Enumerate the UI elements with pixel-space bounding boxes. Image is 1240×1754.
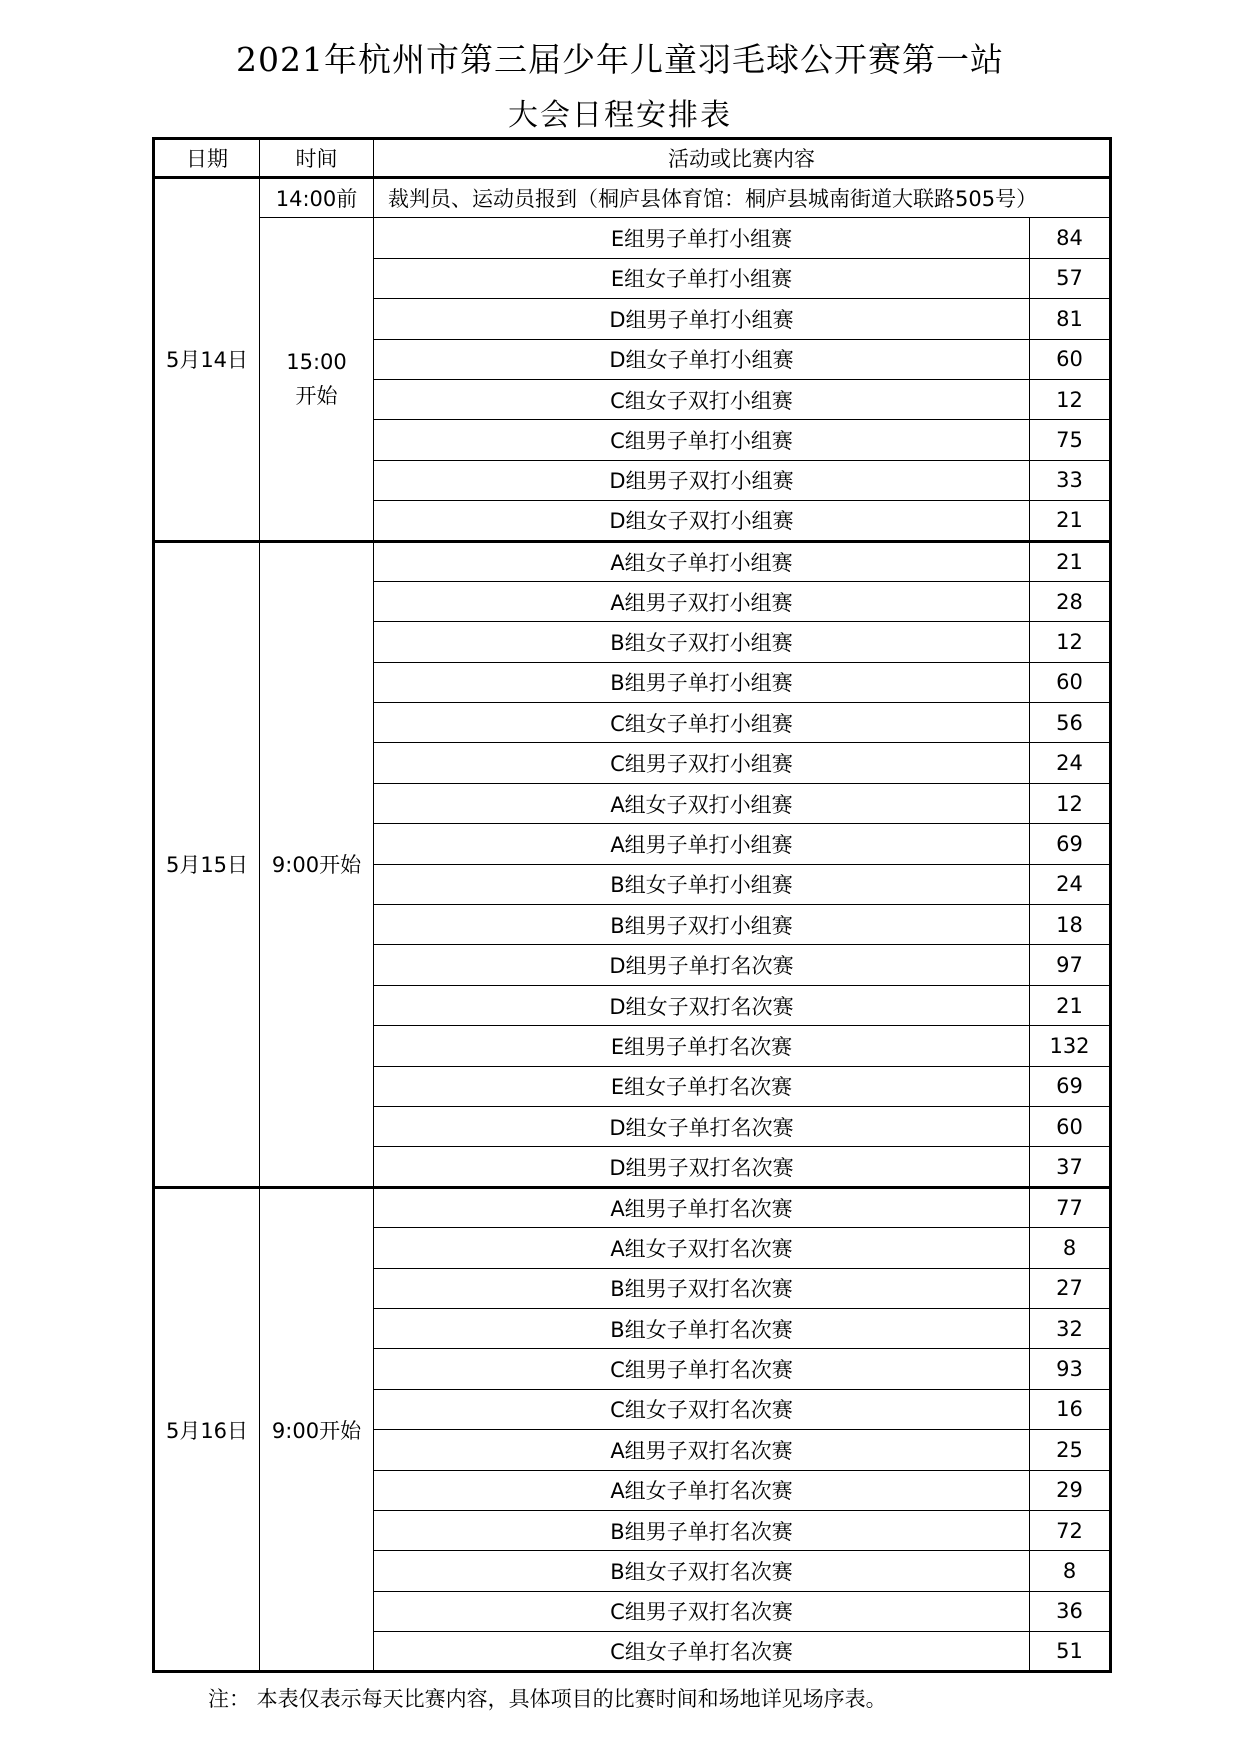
time-cell: 9:00开始 xyxy=(260,1187,374,1672)
event-count-cell: 132 xyxy=(1030,1026,1111,1066)
header-row xyxy=(154,139,1111,178)
event-count-cell: 69 xyxy=(1030,1066,1111,1106)
event-name-cell: D组女子双打小组赛 xyxy=(374,501,1030,541)
event-name-cell: B组女子单打小组赛 xyxy=(374,864,1030,904)
event-name-cell: B组男子单打名次赛 xyxy=(374,1510,1030,1550)
event-name-cell: E组男子单打小组赛 xyxy=(374,218,1030,258)
checkin-time-cell: 14:00前 xyxy=(260,178,374,218)
event-name-cell: D组女子单打小组赛 xyxy=(374,339,1030,379)
event-name-cell: B组男子双打名次赛 xyxy=(374,1268,1030,1308)
event-count-cell: 12 xyxy=(1030,622,1111,662)
event-name-cell: E组女子单打名次赛 xyxy=(374,1066,1030,1106)
event-count-cell: 51 xyxy=(1030,1632,1111,1672)
event-name-cell: D组女子单打名次赛 xyxy=(374,1106,1030,1146)
event-count-cell: 24 xyxy=(1030,864,1111,904)
event-count-cell: 81 xyxy=(1030,299,1111,339)
schedule-table xyxy=(152,137,1112,1673)
event-name-cell: D组男子双打名次赛 xyxy=(374,1147,1030,1187)
event-count-cell: 21 xyxy=(1030,985,1111,1025)
event-count-cell: 24 xyxy=(1030,743,1111,783)
event-count-cell: 12 xyxy=(1030,783,1111,823)
event-count-cell: 36 xyxy=(1030,1591,1111,1631)
header-content: 活动或比赛内容 xyxy=(374,139,1111,178)
footnote: 注： 本表仅表示每天比赛内容，具体项目的比赛时间和场地详见场序表。 xyxy=(208,1687,887,1711)
event-count-cell: 75 xyxy=(1030,420,1111,460)
event-count-cell: 25 xyxy=(1030,1430,1111,1470)
header-time: 时间 xyxy=(260,139,374,178)
date-cell: 5月14日 xyxy=(154,178,260,542)
event-name-cell: B组男子单打小组赛 xyxy=(374,662,1030,702)
event-name-cell: D组男子单打小组赛 xyxy=(374,299,1030,339)
event-name-cell: C组男子双打名次赛 xyxy=(374,1591,1030,1631)
event-name-cell: B组女子单打名次赛 xyxy=(374,1308,1030,1348)
event-count-cell: 77 xyxy=(1030,1187,1111,1227)
header-date: 日期 xyxy=(154,139,260,178)
event-name-cell: D组女子双打名次赛 xyxy=(374,985,1030,1025)
event-count-cell: 18 xyxy=(1030,905,1111,945)
event-name-cell: E组男子单打名次赛 xyxy=(374,1026,1030,1066)
event-count-cell: 8 xyxy=(1030,1551,1111,1591)
event-count-cell: 69 xyxy=(1030,824,1111,864)
event-name-cell: D组男子双打小组赛 xyxy=(374,460,1030,500)
event-name-cell: A组女子单打名次赛 xyxy=(374,1470,1030,1510)
event-count-cell: 60 xyxy=(1030,1106,1111,1146)
event-name-cell: D组男子单打名次赛 xyxy=(374,945,1030,985)
event-name-cell: A组女子双打小组赛 xyxy=(374,783,1030,823)
table-row xyxy=(154,1187,1111,1227)
date-cell: 5月16日 xyxy=(154,1187,260,1672)
event-name-cell: C组男子单打名次赛 xyxy=(374,1349,1030,1389)
event-count-cell: 37 xyxy=(1030,1147,1111,1187)
document-title: 2021年杭州市第三届少年儿童羽毛球公开赛第一站 xyxy=(236,40,1004,79)
event-name-cell: B组男子双打小组赛 xyxy=(374,905,1030,945)
event-count-cell: 60 xyxy=(1030,339,1111,379)
event-name-cell: C组女子双打小组赛 xyxy=(374,379,1030,419)
event-name-cell: B组女子双打名次赛 xyxy=(374,1551,1030,1591)
time-line-2: 开始 xyxy=(295,383,338,408)
event-count-cell: 84 xyxy=(1030,218,1111,258)
event-name-cell: C组女子双打名次赛 xyxy=(374,1389,1030,1429)
event-name-cell: C组女子单打名次赛 xyxy=(374,1632,1030,1672)
event-count-cell: 12 xyxy=(1030,379,1111,419)
date-cell: 5月15日 xyxy=(154,541,260,1187)
event-name-cell: A组男子单打小组赛 xyxy=(374,824,1030,864)
event-count-cell: 21 xyxy=(1030,501,1111,541)
event-name-cell: A组女子单打小组赛 xyxy=(374,541,1030,581)
table-row xyxy=(154,218,1111,258)
event-count-cell: 32 xyxy=(1030,1308,1111,1348)
table-row xyxy=(154,178,1111,218)
event-name-cell: A组男子单打名次赛 xyxy=(374,1187,1030,1227)
event-count-cell: 72 xyxy=(1030,1510,1111,1550)
event-count-cell: 27 xyxy=(1030,1268,1111,1308)
event-name-cell: C组男子单打小组赛 xyxy=(374,420,1030,460)
event-count-cell: 8 xyxy=(1030,1228,1111,1268)
event-name-cell: A组女子双打名次赛 xyxy=(374,1228,1030,1268)
event-count-cell: 56 xyxy=(1030,703,1111,743)
event-count-cell: 29 xyxy=(1030,1470,1111,1510)
time-cell: 9:00开始 xyxy=(260,541,374,1187)
event-name-cell: E组女子单打小组赛 xyxy=(374,258,1030,298)
document-subtitle: 大会日程安排表 xyxy=(508,98,732,133)
schedule-body xyxy=(154,178,1111,1672)
event-name-cell: C组男子双打小组赛 xyxy=(374,743,1030,783)
checkin-content-cell: 裁判员、运动员报到（桐庐县体育馆：桐庐县城南街道大联路505号） xyxy=(374,178,1111,218)
event-name-cell: B组女子双打小组赛 xyxy=(374,622,1030,662)
event-count-cell: 21 xyxy=(1030,541,1111,581)
event-count-cell: 57 xyxy=(1030,258,1111,298)
table-row xyxy=(154,541,1111,581)
event-name-cell: A组男子双打小组赛 xyxy=(374,581,1030,621)
event-name-cell: C组女子单打小组赛 xyxy=(374,703,1030,743)
event-count-cell: 97 xyxy=(1030,945,1111,985)
time-cell xyxy=(260,218,374,541)
event-count-cell: 28 xyxy=(1030,581,1111,621)
time-line-1: 15:00 xyxy=(286,349,347,374)
event-count-cell: 33 xyxy=(1030,460,1111,500)
event-name-cell: A组男子双打名次赛 xyxy=(374,1430,1030,1470)
event-count-cell: 60 xyxy=(1030,662,1111,702)
event-count-cell: 16 xyxy=(1030,1389,1111,1429)
event-count-cell: 93 xyxy=(1030,1349,1111,1389)
